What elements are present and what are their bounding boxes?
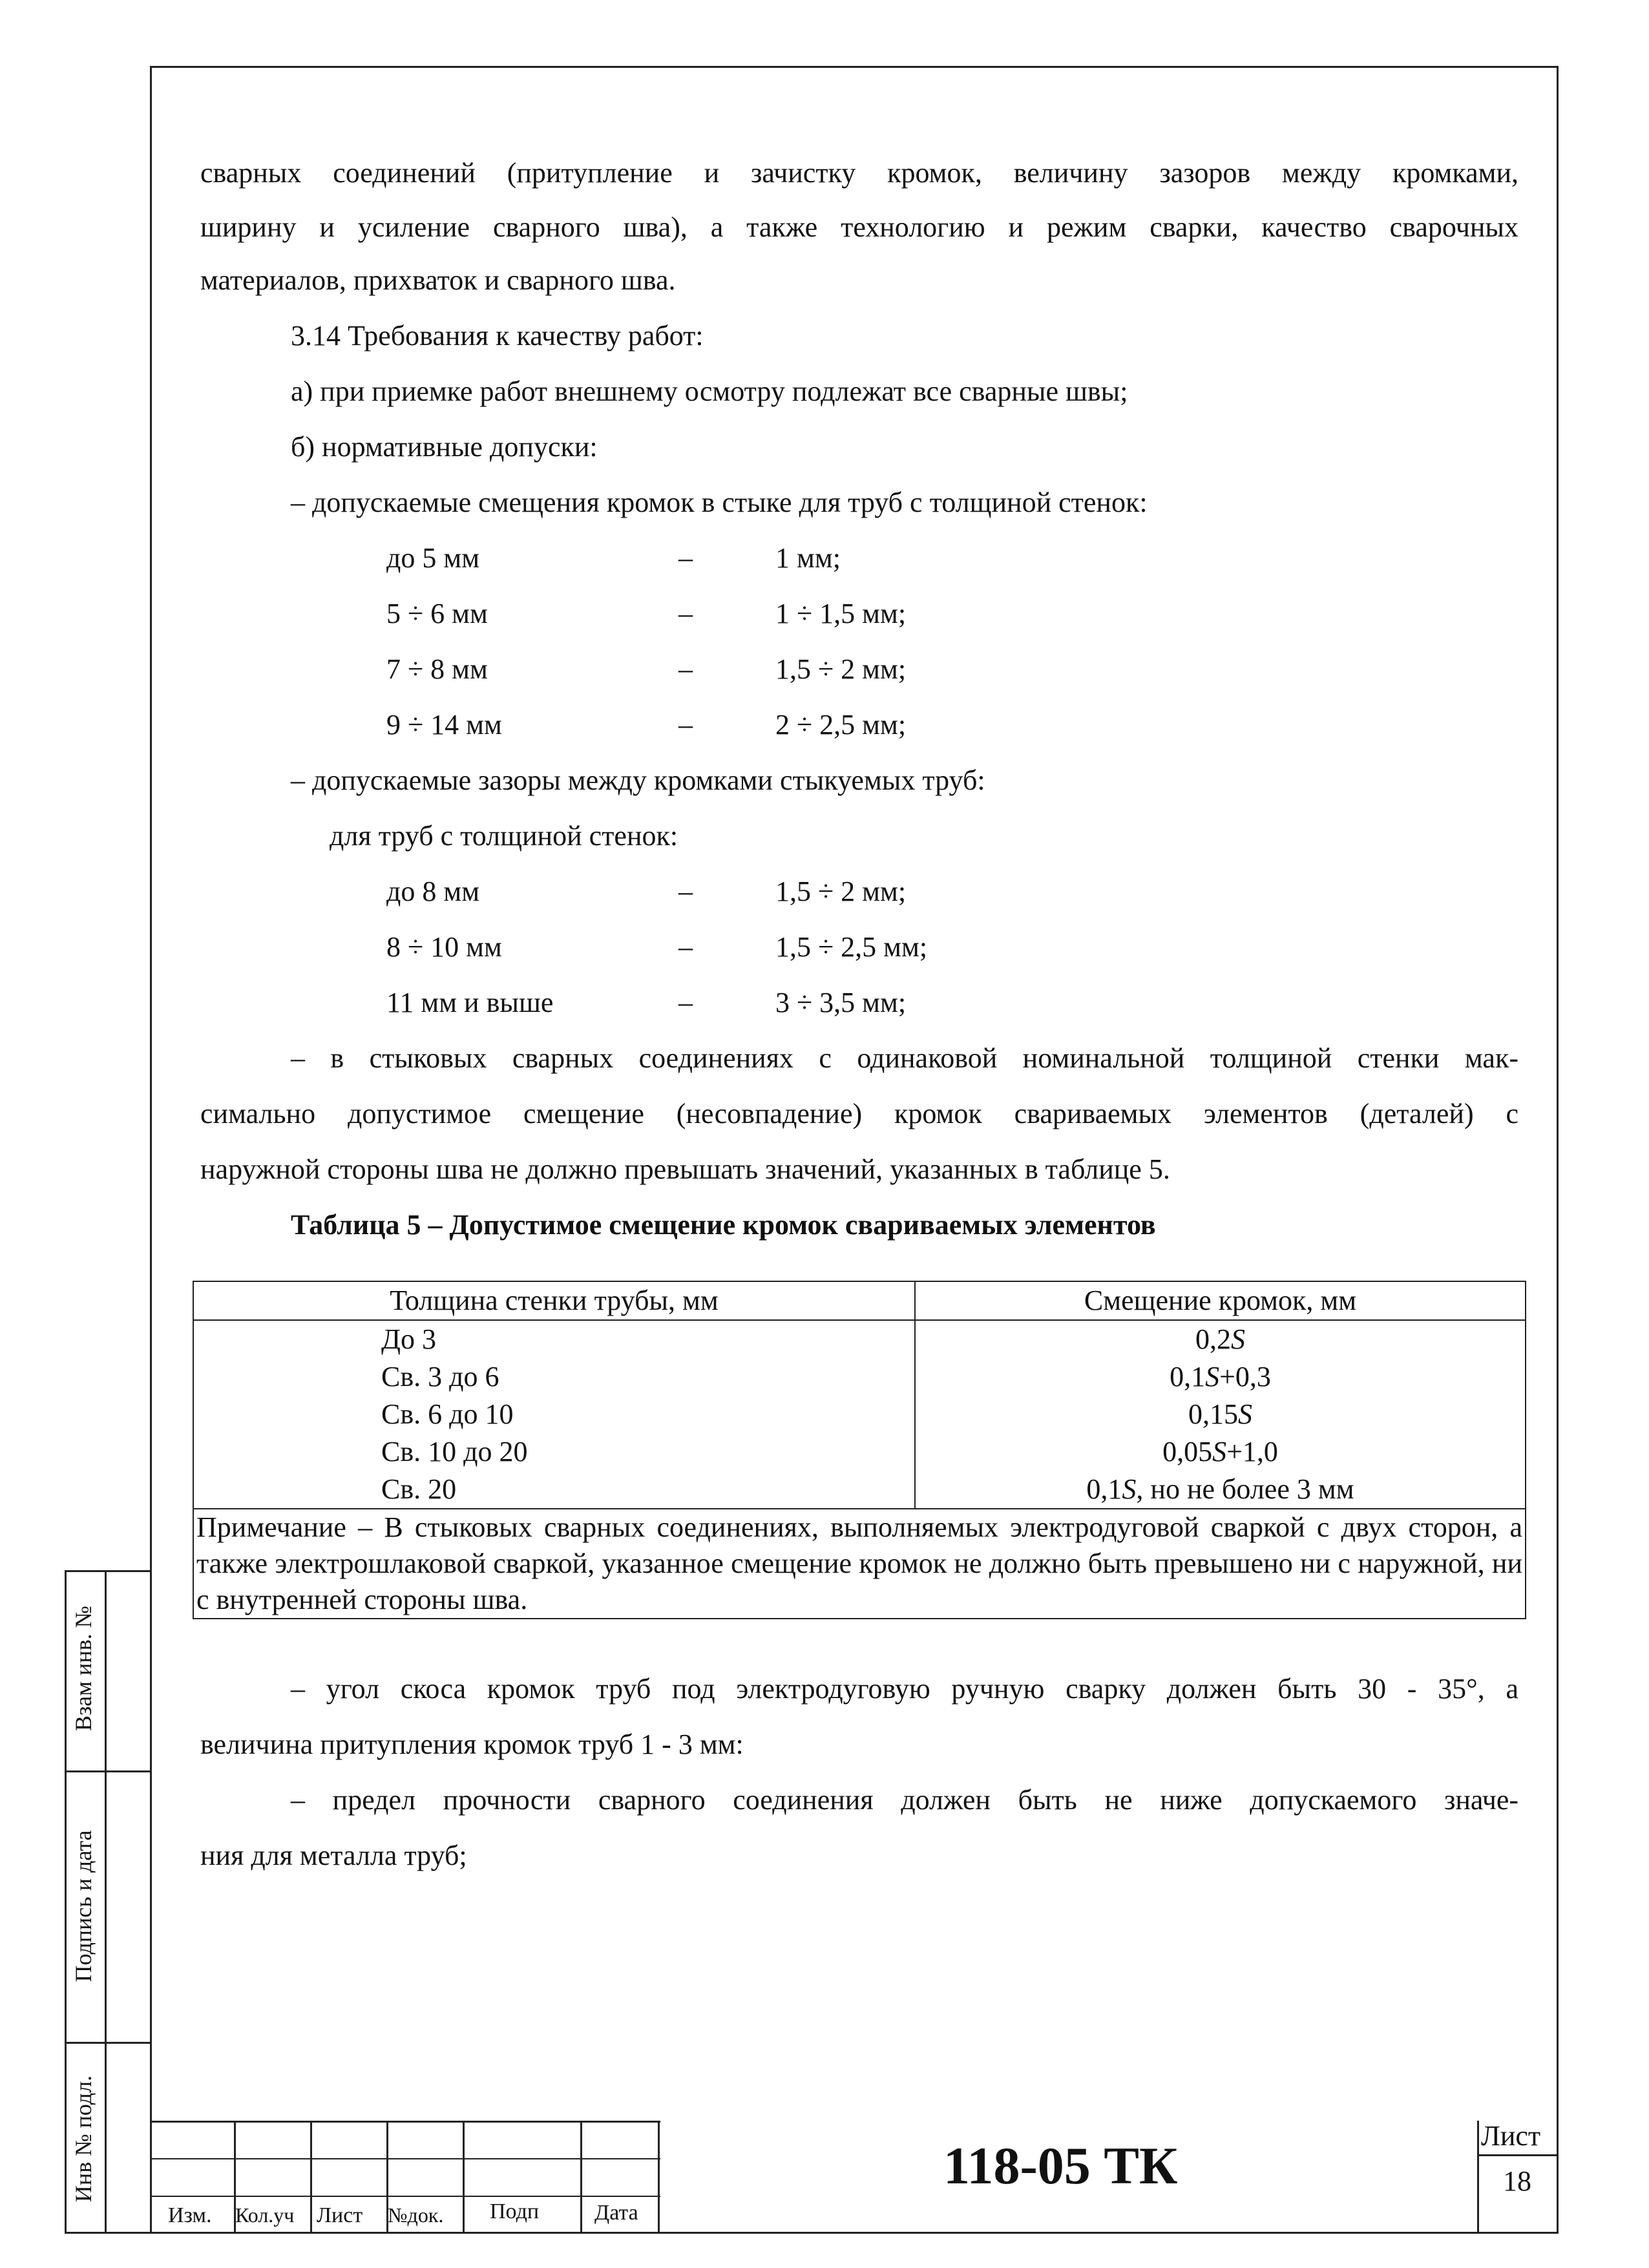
title-block-row-1 <box>150 2158 660 2159</box>
paragraph-line: – допускаемые зазоры между кромками стыкуемых труб: <box>291 764 985 796</box>
table-cell: Св. 20 <box>381 1473 457 1505</box>
side-stamp-sep-1 <box>65 1770 151 1772</box>
list-item-dash: – <box>678 542 693 574</box>
list-item-thickness: 9 ÷ 14 мм <box>386 709 502 740</box>
list-item-dash: – <box>678 709 693 740</box>
table-note-row <box>193 1509 1526 1619</box>
list-item-dash: – <box>678 598 693 629</box>
table-title: Таблица 5 – Допустимое смещение кромок свариваемых элементов <box>291 1209 1156 1241</box>
list-item-value: 1,5 ÷ 2 мм; <box>775 876 907 907</box>
paragraph-line: сварных соединений (притупление и зачистку кромок, величину зазоров между кромками, <box>200 157 1518 189</box>
table-body-row <box>193 1320 1526 1509</box>
sheet-box-divider <box>1477 2154 1559 2156</box>
list-item-thickness: до 8 мм <box>386 876 480 907</box>
title-block-col <box>580 2121 582 2232</box>
table-header-row <box>193 1281 1526 1320</box>
paragraph-line: – угол скоса кромок труб под электродуговую ручную сварку должен быть 30 - 35°, а <box>291 1673 1518 1705</box>
list-item-dash: – <box>678 876 693 907</box>
table-cell: До 3 <box>381 1323 437 1355</box>
paragraph-line: для труб с толщиной стенок: <box>330 820 678 852</box>
table-cell: 0,1S+0,3 <box>1170 1361 1271 1392</box>
paragraph-line: величина притупления кромок труб 1 - 3 мм: <box>200 1728 744 1760</box>
frame-bottom <box>65 2232 1559 2234</box>
list-item-value: 1 ÷ 1,5 мм; <box>775 598 907 629</box>
paragraph-line: б) нормативные допуски: <box>291 431 598 463</box>
paragraph-line: – предел прочности сварного соединения должен быть не ниже допускаемого значе- <box>291 1784 1518 1816</box>
table-cell: 0,05S+1,0 <box>1162 1436 1278 1467</box>
paragraph-line: симально допустимое смещение (несовпадение) кромок свариваемых элементов (деталей) с <box>200 1098 1518 1129</box>
side-stamp-divider <box>105 1570 107 2233</box>
table-cell-thickness-list <box>193 1320 915 1509</box>
paragraph-line: материалов, прихваток и сварного шва. <box>200 264 676 296</box>
list-item-thickness: 7 ÷ 8 мм <box>386 653 488 685</box>
table-cell: 0,2S <box>1195 1323 1245 1355</box>
frame-right <box>1557 66 1559 2234</box>
offset-table <box>193 1281 1526 1619</box>
list-item-thickness: 11 мм и выше <box>386 987 554 1018</box>
list-item-thickness: 8 ÷ 10 мм <box>386 931 502 963</box>
section-heading: 3.14 Требования к качеству работ: <box>291 320 704 352</box>
document-code: 118-05 ТК <box>943 2136 1178 2195</box>
title-block-row-2 <box>150 2196 660 2197</box>
paragraph-line: – допускаемые смещения кромок в стыке для труб с толщиной стенок: <box>291 487 1148 518</box>
col-data: Дата <box>594 2201 638 2225</box>
col-kol-uch: Кол.уч <box>235 2203 295 2227</box>
podpis-data-label: Подпись и дата <box>70 1830 96 1982</box>
table-cell: Св. 3 до 6 <box>381 1361 499 1392</box>
list-item-value: 3 ÷ 3,5 мм; <box>775 987 907 1018</box>
col-podp: Подп <box>490 2200 540 2223</box>
table-cell-offset-list <box>915 1320 1526 1509</box>
inv-podl-label: Инв № подл. <box>70 2075 96 2203</box>
table-header-cell: Смещение кромок, мм <box>915 1281 1526 1320</box>
title-block-top <box>150 2121 660 2123</box>
title-block-col <box>658 2121 660 2232</box>
list-item-thickness: до 5 мм <box>386 542 480 574</box>
list-item-value: 1 мм; <box>775 542 841 574</box>
vzam-inv-label: Взам инв. № <box>70 1606 96 1731</box>
frame-left <box>150 66 152 2234</box>
paragraph-line: ширину и усиление сварного шва), а также технологию и режим сварки, качество сварочных <box>200 211 1518 243</box>
frame-top <box>150 66 1559 68</box>
side-stamp-left-border <box>65 1570 67 2233</box>
sheet-label: Лист <box>1481 2120 1541 2152</box>
table-note: Примечание – В стыковых сварных соединениях, выполняемых электродуговой сваркой с двух сторон, а также электрошлаковой сваркой, указанное смещение кромок не должно быть превышено ни с наружной, ни с внутренней стороны шва. <box>193 1509 1526 1619</box>
col-list: Лист <box>317 2203 363 2227</box>
col-izm: Изм. <box>168 2203 212 2227</box>
table-cell: 0,1S, но не более 3 мм <box>1086 1473 1354 1505</box>
list-item-value: 2 ÷ 2,5 мм; <box>775 709 907 740</box>
table-cell: 0,15S <box>1188 1398 1252 1430</box>
paragraph-line: наружной стороны шва не должно превышать значений, указанных в таблице 5. <box>200 1153 1170 1185</box>
col-ndok: №док. <box>388 2203 444 2227</box>
title-block-col <box>463 2121 465 2232</box>
list-item-dash: – <box>678 653 693 685</box>
list-item-value: 1,5 ÷ 2 мм; <box>775 653 907 685</box>
paragraph-line: – в стыковых сварных соединениях с одинаковой номинальной толщиной стенки мак- <box>291 1042 1518 1074</box>
list-item-dash: – <box>678 931 693 963</box>
list-item-thickness: 5 ÷ 6 мм <box>386 598 488 629</box>
title-block-col <box>310 2121 312 2232</box>
table-cell: Св. 10 до 20 <box>381 1436 528 1467</box>
table-cell: Св. 6 до 10 <box>381 1398 514 1430</box>
sheet-box-left <box>1477 2121 1479 2232</box>
paragraph-line: ния для металла труб; <box>200 1840 467 1871</box>
table-header-cell: Толщина стенки трубы, мм <box>193 1281 915 1320</box>
list-item-dash: – <box>678 987 693 1018</box>
paragraph-line: а) при приемке работ внешнему осмотру подлежат все сварные швы; <box>291 375 1128 407</box>
list-item-value: 1,5 ÷ 2,5 мм; <box>775 931 928 963</box>
sheet-number: 18 <box>1503 2165 1531 2197</box>
